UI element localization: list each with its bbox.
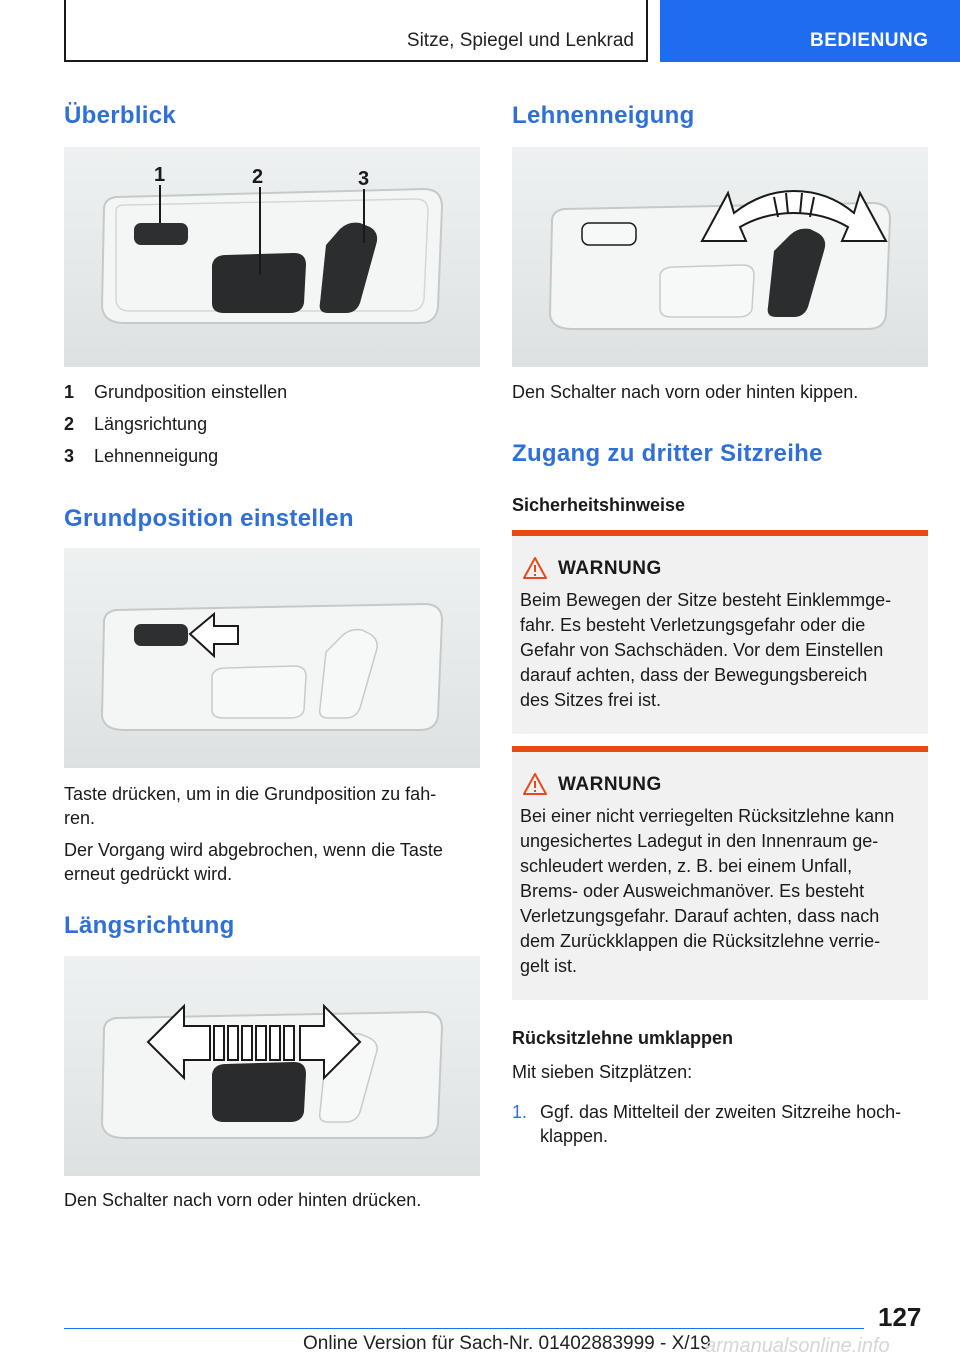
warning-box — [512, 530, 928, 734]
fold-backrest-heading: Rücksitzlehne umklappen — [512, 1028, 734, 1048]
longitudinal-heading: Längsrichtung — [64, 912, 235, 939]
basic-position-text-1a: Taste drücken, um in die Grundposition zu fah- — [64, 784, 437, 804]
warning-triangle-icon — [522, 772, 548, 796]
basic-position-text-1b: ren. — [64, 808, 96, 828]
basic-position-text-2b: erneut gedrückt wird. — [64, 864, 233, 884]
backrest-heading: Lehnenneigung — [512, 102, 695, 129]
footer-online-version: Online Version für Sach-Nr. 01402883999 - X/19 — [303, 1333, 711, 1354]
callout-2: 2 — [252, 166, 264, 188]
longitudinal-illustration — [64, 956, 480, 1176]
step-number: 1. — [512, 1102, 528, 1122]
footer-divider — [64, 1328, 864, 1329]
overview-illustration — [64, 147, 480, 367]
page-number: 127 — [878, 1302, 922, 1332]
header-section-tab — [660, 0, 960, 62]
watermark: armanualsonline.info — [705, 1335, 890, 1357]
seven-seats-text: Mit sieben Sitzplätzen: — [512, 1062, 693, 1082]
backrest-illustration — [512, 147, 928, 367]
safety-heading: Sicherheitshinweise — [512, 495, 686, 515]
callout-3: 3 — [358, 168, 370, 190]
step-item — [512, 1100, 928, 1150]
callout-1: 1 — [154, 164, 166, 186]
basic-position-text-2a: Der Vorgang wird abgebrochen, wenn die Taste — [64, 840, 443, 860]
overview-heading: Überblick — [64, 102, 177, 129]
third-row-heading: Zugang zu dritter Sitzreihe — [512, 440, 823, 467]
warning-label: WARNUNG — [558, 774, 662, 795]
basic-position-illustration — [64, 548, 480, 768]
step-text-1: Ggf. das Mittelteil der zweiten Sitzreihe hoch- — [540, 1102, 902, 1122]
longitudinal-caption: Den Schalter nach vorn oder hinten drücken. — [64, 1190, 422, 1210]
warning-text: Bei einer nicht verriegelten Rücksitzlehne kann ungesichertes Ladegut in den Innenraum ge- schleudert werden, z. B. bei einem Unfall, Brems- oder Ausweichmanöver. Es besteht Verletzungsgefahr. Darauf achten, dass nach dem Zurückklappen die Rücksitzlehne verrie- gelt ist. — [520, 806, 895, 976]
basic-position-heading: Grundposition einstellen — [64, 505, 354, 532]
warning-box — [512, 746, 928, 1000]
backrest-caption: Den Schalter nach vorn oder hinten kippen. — [512, 382, 859, 402]
step-text-2: klappen. — [540, 1126, 609, 1146]
warning-triangle-icon — [522, 556, 548, 580]
header-chapter-box — [64, 0, 648, 62]
section-label: BEDIENUNG — [810, 30, 929, 51]
chapter-title: Sitze, Spiegel und Lenkrad — [406, 30, 634, 51]
warning-text: Beim Bewegen der Sitze besteht Einklemmge- fahr. Es besteht Verletzungsgefahr oder die Gefahr von Sachschäden. Vor dem Einstellen darauf achten, dass der Bewegungsbereich des Sitzes frei ist. — [520, 590, 892, 710]
warning-label: WARNUNG — [558, 558, 662, 579]
